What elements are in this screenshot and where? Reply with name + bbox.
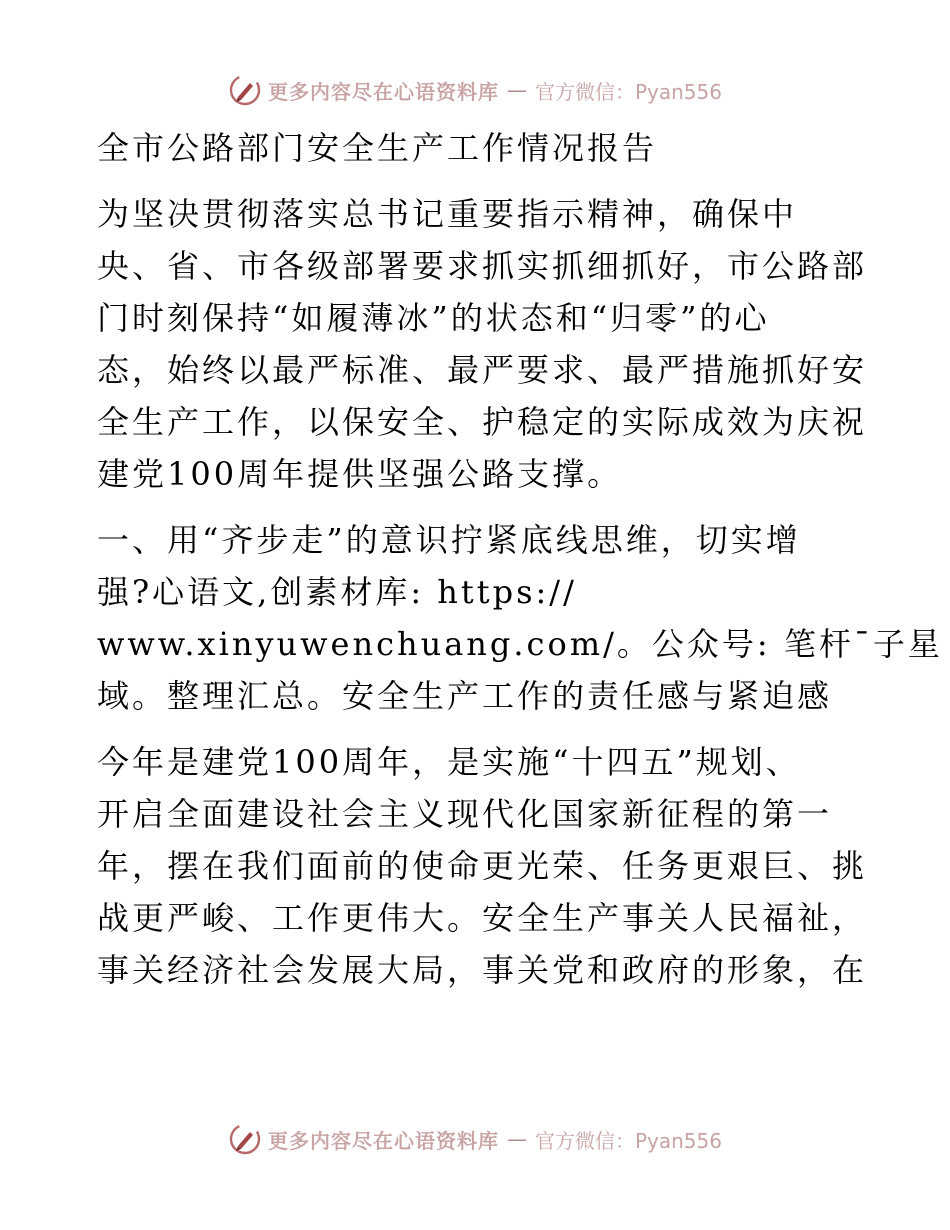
pen-nib-swirl-icon [228,1122,262,1156]
text-line: 事关经济社会发展大局，事关党和政府的形象，在 [97,951,868,989]
text-line: 强?心语文,创素材库: https:// [97,573,577,611]
watermark-dash: — [506,78,527,102]
document-body [97,122,943,996]
watermark-wechat: 官方微信：Pyan556 [534,1128,722,1153]
text-line: 央、省、市各级部署要求抓实抓细抓好，市公路部 [97,247,868,285]
footer-watermark [0,1119,950,1159]
watermark-text: 更多内容尽在心语资料库 [267,79,499,104]
text-line: 全生产工作，以保安全、护稳定的实际成效为庆祝 [97,403,868,441]
watermark-dash: — [506,1127,527,1151]
section-heading-1 [97,514,943,722]
text-line: 今年是建党100周年，是实施“十四五”规划、 [97,743,801,781]
paragraph-intro [97,188,868,500]
watermark-text: 更多内容尽在心语资料库 [267,1128,499,1153]
text-line: 态，始终以最严标准、最严要求、最严措施抓好安 [97,351,868,389]
text-line: 为坚决贯彻落实总书记重要指示精神，确保中 [97,195,798,233]
text-line: 建党100周年提供坚强公路支撑。 [97,455,623,493]
text-line: 域。整理汇总。安全生产工作的责任感与紧迫感 [97,677,833,715]
text-line: 开启全面建设社会主义现代化国家新征程的第一 [97,795,833,833]
document-title: 全市公路部门安全生产工作情况报告 [97,129,658,167]
paragraph-second [97,736,868,996]
text-line: 战更严峻、工作更伟大。安全生产事关人民福祉， [97,899,868,937]
text-line: www.xinyuwenchuang.com/。公众号: 笔杆¯子星 [97,625,943,663]
text-line: 年，摆在我们面前的使命更光荣、任务更艰巨、挑 [97,847,868,885]
pen-nib-swirl-icon [228,73,262,107]
watermark-wechat: 官方微信：Pyan556 [534,79,722,104]
text-line: 一、用“齐步走”的意识拧紧底线思维，切实增 [97,521,801,559]
text-line: 门时刻保持“如履薄冰”的状态和“归零”的心 [97,299,770,337]
header-watermark [0,70,950,110]
